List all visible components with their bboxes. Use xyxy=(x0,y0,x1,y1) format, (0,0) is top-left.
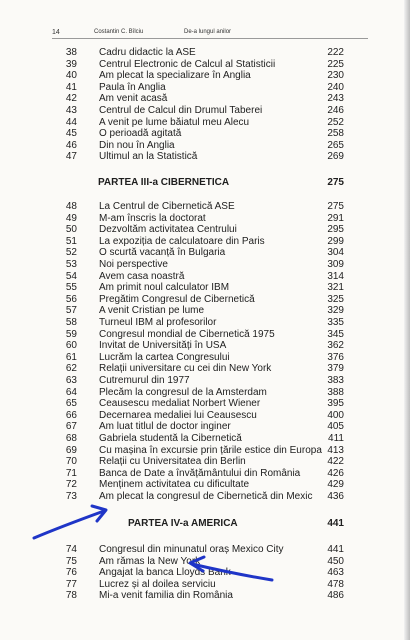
chapter-number: 38 xyxy=(65,47,77,58)
chapter-number: 49 xyxy=(65,212,77,224)
chapter-number: 71 xyxy=(65,467,77,479)
chapter-title: Am venit acasă xyxy=(99,93,168,105)
chapter-number: 58 xyxy=(65,317,77,328)
chapter-page: 400 xyxy=(327,409,344,421)
chapter-page: 413 xyxy=(327,444,344,456)
chapter-page: 379 xyxy=(327,363,344,375)
chapter-number: 55 xyxy=(65,282,77,294)
chapter-page: 225 xyxy=(327,58,344,70)
chapter-title: Am plecat la specializare în Anglia xyxy=(99,70,251,82)
chapter-page: 258 xyxy=(327,128,344,140)
chapter-page: 295 xyxy=(327,224,344,236)
chapter-number: 68 xyxy=(65,433,77,444)
chapter-title: Pregătim Congresul de Cibernetică xyxy=(99,293,255,305)
chapter-title: Am plecat la congresul de Cibernetică din Mexic xyxy=(99,491,313,502)
chapter-number: 57 xyxy=(65,305,77,317)
chapter-number: 77 xyxy=(65,578,77,590)
chapter-number: 46 xyxy=(65,139,77,151)
chapter-number: 59 xyxy=(65,328,77,340)
chapter-page: 362 xyxy=(327,340,344,352)
chapter-title: Cu mașina în excursie prin țările estice din Europa xyxy=(99,444,322,456)
chapter-number: 72 xyxy=(65,479,77,491)
chapter-title: Am luat titlul de doctor inginer xyxy=(99,421,231,433)
chapter-page: 463 xyxy=(327,567,344,579)
chapter-page: 411 xyxy=(328,433,344,444)
part-heading: PARTEA III-a CIBERNETICA xyxy=(98,177,230,188)
arrow-annotation-2 xyxy=(190,557,272,580)
chapter-number: 56 xyxy=(65,293,77,305)
chapter-title: O scurtă vacanță în Bulgaria xyxy=(99,247,226,259)
chapter-title: Gabriela studentă la Cibernetică xyxy=(99,433,242,444)
chapter-title: Paula în Anglia xyxy=(99,81,166,93)
chapter-page: 429 xyxy=(327,479,344,491)
chapter-page: 335 xyxy=(327,317,344,328)
chapter-title: Lucrez și al doilea serviciu xyxy=(99,578,216,590)
chapter-page: 376 xyxy=(327,351,344,363)
chapter-title: Din nou în Anglia xyxy=(99,139,175,151)
chapter-number: 64 xyxy=(65,386,77,398)
chapter-number: 45 xyxy=(65,128,77,140)
chapter-title: Ultimul an la Statistică xyxy=(99,151,198,163)
chapter-number: 60 xyxy=(65,340,77,352)
part-heading: PARTEA IV-a AMERICA xyxy=(128,518,238,529)
chapter-title: A venit Cristian pe lume xyxy=(99,305,205,317)
chapter-title: Angajat la banca Lloyds Bank xyxy=(99,567,231,579)
chapter-page: 441 xyxy=(327,544,344,555)
chapter-title: Relații universitare cu cei din New York xyxy=(99,363,272,375)
chapter-number: 70 xyxy=(65,456,77,468)
chapter-page: 426 xyxy=(327,467,344,479)
chapter-title: La expoziția de calculatoare din Paris xyxy=(99,235,265,247)
chapter-page: 240 xyxy=(327,81,344,93)
chapter-page: 395 xyxy=(327,398,344,410)
chapter-page: 243 xyxy=(327,93,344,105)
chapter-page: 478 xyxy=(327,578,344,590)
chapter-number: 52 xyxy=(65,247,77,259)
chapter-page: 405 xyxy=(327,421,344,433)
chapter-page: 345 xyxy=(327,328,344,340)
chapter-number: 42 xyxy=(65,93,77,105)
chapter-page: 265 xyxy=(327,139,344,151)
chapter-number: 53 xyxy=(65,259,77,270)
chapter-page: 329 xyxy=(327,305,344,317)
chapter-title: O perioadă agitată xyxy=(99,128,182,140)
chapter-number: 43 xyxy=(65,105,77,116)
part-page: 441 xyxy=(327,518,344,529)
chapter-page: 275 xyxy=(327,201,344,212)
chapter-title: A venit pe lume băiatul meu Alecu xyxy=(99,116,250,128)
chapter-title: Am primit noul calculator IBM xyxy=(99,282,230,294)
chapter-number: 75 xyxy=(65,555,77,567)
chapter-number: 62 xyxy=(65,363,77,375)
chapter-title: Am rămas la New York xyxy=(99,555,201,567)
chapter-title: M-am înscris la doctorat xyxy=(99,212,206,224)
chapter-number: 65 xyxy=(65,398,77,410)
chapter-page: 222 xyxy=(327,47,344,58)
chapter-title: Congresul mondial de Cibernetică 1975 xyxy=(99,328,275,340)
chapter-title: Congresul din minunatul oraș Mexico City xyxy=(99,544,284,555)
chapter-title: Decernarea medaliei lui Ceausescu xyxy=(99,409,257,421)
chapter-page: 321 xyxy=(327,282,344,294)
chapter-page: 252 xyxy=(327,116,344,128)
chapter-title: Cutremurul din 1977 xyxy=(99,375,190,386)
running-head-title: De-a lungul anilor xyxy=(184,29,232,35)
chapter-number: 69 xyxy=(65,444,77,456)
chapter-page: 304 xyxy=(327,247,344,259)
chapter-number: 50 xyxy=(65,224,77,236)
chapter-number: 54 xyxy=(65,270,77,282)
chapter-page: 450 xyxy=(327,555,344,567)
chapter-number: 41 xyxy=(65,81,77,93)
chapter-number: 67 xyxy=(65,421,77,433)
chapter-title: Plecăm la congresul de la Amsterdam xyxy=(99,386,267,398)
chapter-number: 63 xyxy=(65,375,77,386)
chapter-page: 269 xyxy=(327,151,344,163)
running-head-author: Costantin C. Bîlciu xyxy=(94,29,144,35)
chapter-title: Invitat de Universități în USA xyxy=(99,340,227,352)
chapter-title: Mi-a venit familia din România xyxy=(99,590,233,602)
chapter-number: 78 xyxy=(65,590,77,602)
chapter-title: Relații cu Universitatea din Berlin xyxy=(99,456,246,468)
chapter-title: Cadru didactic la ASE xyxy=(99,47,196,58)
chapter-page: 246 xyxy=(327,105,344,116)
chapter-title: Noi perspective xyxy=(99,259,168,270)
chapter-number: 40 xyxy=(65,70,77,82)
page-number: 14 xyxy=(52,29,60,36)
chapter-page: 422 xyxy=(327,456,344,468)
part-page: 275 xyxy=(327,177,344,188)
chapter-page: 291 xyxy=(327,212,344,224)
chapter-number: 47 xyxy=(65,151,77,163)
chapter-title: Avem casa noastră xyxy=(99,270,185,282)
chapter-title: Centrul de Calcul din Drumul Taberei xyxy=(99,105,263,116)
chapter-number: 73 xyxy=(65,491,77,502)
chapter-title: Centrul Electronic de Calcul al Statisticii xyxy=(99,58,276,70)
chapter-number: 74 xyxy=(65,544,77,555)
chapter-title: Dezvoltăm activitatea Centrului xyxy=(99,224,237,236)
chapter-title: La Centrul de Cibernetică ASE xyxy=(99,201,235,212)
chapter-page: 299 xyxy=(327,235,344,247)
chapter-title: Banca de Date a învățământului din România xyxy=(99,467,301,479)
chapter-number: 51 xyxy=(65,235,77,247)
chapter-page: 486 xyxy=(327,590,344,602)
chapter-number: 48 xyxy=(65,201,77,212)
chapter-page: 436 xyxy=(327,491,344,502)
chapter-title: Turneul IBM al profesorilor xyxy=(99,317,217,328)
chapter-page: 314 xyxy=(327,270,344,282)
chapter-title: Menținem activitatea cu dificultate xyxy=(99,479,250,491)
chapter-page: 325 xyxy=(327,293,344,305)
chapter-page: 383 xyxy=(327,375,344,386)
page-edge-shadow xyxy=(404,0,410,640)
chapter-number: 76 xyxy=(65,567,77,579)
chapter-number: 44 xyxy=(65,116,77,128)
chapter-title: Lucrăm la cartea Congresului xyxy=(99,351,230,363)
chapter-title: Ceausescu medaliat Norbert Wiener xyxy=(99,398,261,410)
arrow-annotation-1 xyxy=(34,506,106,538)
chapter-page: 388 xyxy=(327,386,344,398)
chapter-page: 230 xyxy=(327,70,344,82)
chapter-number: 39 xyxy=(65,58,77,70)
chapter-page: 309 xyxy=(327,259,344,270)
chapter-number: 66 xyxy=(65,409,77,421)
chapter-number: 61 xyxy=(65,351,77,363)
